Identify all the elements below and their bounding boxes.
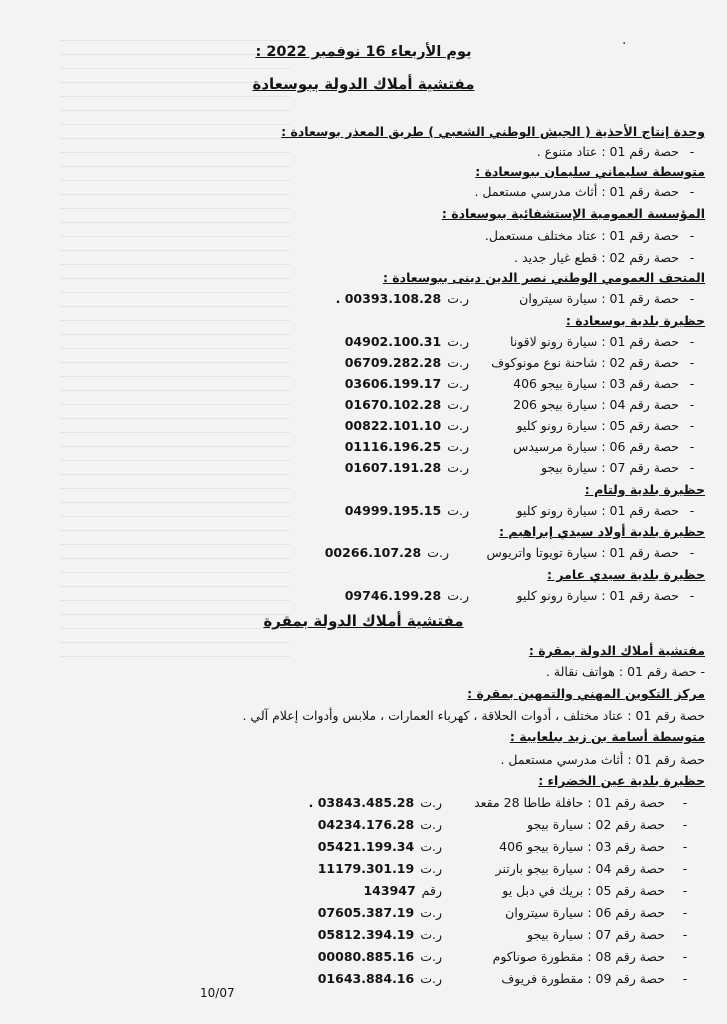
section-heading: مفتشية أملاك الدولة بمقرة : <box>528 643 705 658</box>
inspectorate-title-1: مفتشية أملاك الدولة ببوسعادة <box>252 75 475 93</box>
section-heading: المتحف العمومي الوطني نصر الدين دينى ببوسعادة : <box>382 270 705 285</box>
list-item: -حصة رقم 06 : سيارة سيتروان ر.ت07605.387.19 <box>317 905 688 920</box>
list-item: -حصة رقم 03 : سيارة بيجو 406 ر.ت03606.199.17 <box>344 376 695 391</box>
registration-number: 03843.485.28 . <box>308 795 415 810</box>
list-item: -حصة رقم 04 : سيارة بيجو بارتنر ر.ت11179.301.19 <box>317 861 688 876</box>
list-item: -حصة رقم 02 : شاحنة نوع مونوكوف ر.ت06709.282.28 <box>344 355 695 370</box>
list-item: -حصة رقم 07 : سيارة بيجو ر.ت01607.191.28 <box>344 460 695 475</box>
registration-number: 00266.107.28 <box>324 545 422 560</box>
section-heading: حظيرة بلدية ولتام : <box>584 482 705 497</box>
section-heading: المؤسسة العمومية الإستشفائية ببوسعادة : <box>441 206 705 221</box>
registration-number: 03606.199.17 <box>344 376 442 391</box>
list-item: -حصة رقم 01 : سيارة تويوتا واتريوس ر.ت00266.107.28 <box>324 545 695 560</box>
section-heading: حظيرة بلدية عين الخضراء : <box>538 773 705 788</box>
registration-number: 11179.301.19 <box>317 861 415 876</box>
list-item: -حصة رقم 01 : أثاث مدرسي مستعمل . <box>474 184 695 199</box>
registration-number: 01607.191.28 <box>344 460 442 475</box>
list-item: -حصة رقم 07 : سيارة بيجو ر.ت05812.394.19 <box>317 927 688 942</box>
registration-number: 00822.101.10 <box>344 418 442 433</box>
list-item: -حصة رقم 01 : سيارة رونو كليو ر.ت04999.195.15 <box>344 503 695 518</box>
section-heading: وحدة إنتاج الأحذية ( الجيش الوطني الشعبي ) طريق المعذر بوسعادة : <box>281 124 705 139</box>
registration-number: 06709.282.28 <box>344 355 442 370</box>
list-item: -حصة رقم 01 : عتاد مختلف مستعمل. <box>484 228 695 243</box>
section-heading: حظيرة بلدية أولاد سيدي إبراهيم : <box>499 524 705 539</box>
registration-number: 04999.195.15 <box>344 503 442 518</box>
list-item: - حصة رقم 01 : هواتف نقالة . <box>545 664 705 679</box>
registration-number: 04234.176.28 <box>317 817 415 832</box>
section-heading: حظيرة بلدية بوسعادة : <box>565 313 705 328</box>
section-heading: متوسطة سليماني سليمان ببوسعادة : <box>475 164 705 179</box>
list-item: -حصة رقم 05 : بريك في دبل يو رقم143947 <box>363 883 688 898</box>
list-item: -حصة رقم 02 : قطع غيار جديد . <box>514 250 695 265</box>
list-item: حصة رقم 01 : أثاث مدرسي مستعمل . <box>500 752 705 767</box>
list-item: -حصة رقم 04 : سيارة بيجو 206 ر.ت01670.102.28 <box>344 397 695 412</box>
list-item: -حصة رقم 05 : سيارة رونو كليو ر.ت00822.101.10 <box>344 418 695 433</box>
list-item: حصة رقم 01 : عتاد مختلف ، أدوات الحلاقة ، كهرباء العمارات ، ملابس وأدوات إعلام آلي . <box>242 708 705 723</box>
list-item: -حصة رقم 02 : سيارة بيجو ر.ت04234.176.28 <box>317 817 688 832</box>
list-item: -حصة رقم 01 : سيارة رونو لاقونا ر.ت04902.100.31 <box>344 334 695 349</box>
list-item: -حصة رقم 03 : سيارة بيجو 406 ر.ت05421.199.34 <box>317 839 688 854</box>
date-heading: يوم الأربعاء 16 نوفمبر 2022 : <box>255 44 472 60</box>
registration-number: 07605.387.19 <box>317 905 415 920</box>
page-number: 10/07 <box>200 986 235 1000</box>
section-heading: حظيرة بلدية سيدي عامر : <box>547 567 705 582</box>
registration-number: 01116.196.25 <box>344 439 442 454</box>
corner-mark: · <box>622 36 627 52</box>
registration-number: 01670.102.28 <box>344 397 442 412</box>
list-item: -حصة رقم 06 : سيارة مرسيدس ر.ت01116.196.25 <box>344 439 695 454</box>
registration-number: 04902.100.31 <box>344 334 442 349</box>
inspectorate-title-2: مفتشية أملاك الدولة بمقرة <box>263 612 464 630</box>
registration-number: 00393.108.28 . <box>335 291 442 306</box>
list-item: -حصة رقم 08 : مقطورة صوناكوم ر.ت00080.885.16 <box>317 949 688 964</box>
registration-number: 00080.885.16 <box>317 949 415 964</box>
registration-number: 09746.199.28 <box>344 588 442 603</box>
list-item: -حصة رقم 01 : حافلة طاطا 28 مقعد ر.ت03843.485.28 . <box>308 795 688 810</box>
list-item: -حصة رقم 01 : سيارة رونو كليو ر.ت09746.199.28 <box>344 588 695 603</box>
section-heading: متوسطة أسامة بن زيد ببلعايبة : <box>509 729 705 744</box>
registration-number: 143947 <box>363 883 416 898</box>
list-item: -حصة رقم 01 : عتاد متنوع . <box>536 144 695 159</box>
list-item: -حصة رقم 01 : سيارة سيتروان ر.ت00393.108.28 . <box>335 291 695 306</box>
registration-number: 05421.199.34 <box>317 839 415 854</box>
list-item: -حصة رقم 09 : مقطورة فريوف ر.ت01643.884.16 <box>317 971 688 986</box>
section-heading: مركز التكوين المهني والتمهين بمقرة : <box>467 686 705 701</box>
registration-number: 01643.884.16 <box>317 971 415 986</box>
registration-number: 05812.394.19 <box>317 927 415 942</box>
